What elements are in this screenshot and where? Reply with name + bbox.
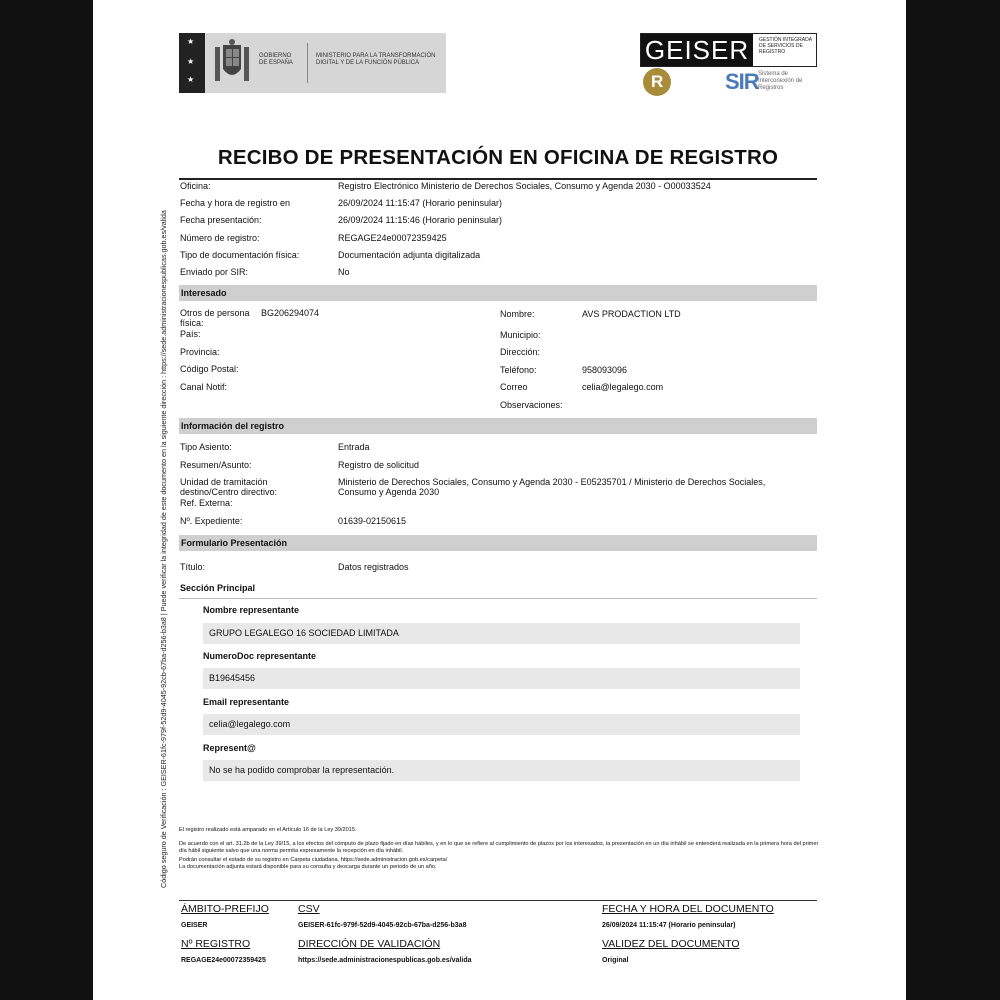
tipo-documentacion-label: Tipo de documentación física: bbox=[180, 250, 300, 260]
legal-line-3: Podrán consultar el estado de su registro en Carpeta ciudadana. https://sede.administracion.gob.es/carpeta/ bbox=[179, 857, 448, 863]
tipo-asiento-label: Tipo Asiento: bbox=[180, 442, 232, 452]
fecha-presentacion-value: 26/09/2024 11:15:46 (Horario peninsular) bbox=[338, 215, 502, 225]
field-label: Represent@ bbox=[203, 743, 256, 753]
expediente-label: Nº. Expediente: bbox=[180, 516, 243, 526]
codigo-postal-label: Código Postal: bbox=[180, 364, 239, 374]
tipo-asiento-value: Entrada bbox=[338, 442, 370, 452]
geiser-wordmark: GEISER bbox=[641, 34, 753, 66]
star-icon: ★ bbox=[187, 37, 195, 46]
municipio-label: Municipio: bbox=[500, 330, 541, 340]
observaciones-label: Observaciones: bbox=[500, 400, 563, 410]
right-margin-bar bbox=[906, 0, 1000, 1000]
enviado-sir-label: Enviado por SIR: bbox=[180, 267, 249, 277]
fecha-documento-label: FECHA Y HORA DEL DOCUMENTO bbox=[602, 903, 774, 915]
section-informacion-registro: Información del registro bbox=[179, 418, 817, 434]
correo-value: celia@legalego.com bbox=[582, 382, 664, 392]
legal-line-2: De acuerdo con el art. 31.2b de la Ley 39/15, a los efectos del cómputo de plazo fijado en días hábiles, y en lo que se refiere al cumplimiento de plazos por los interesados, la presentación en un día inhábil se entenderá realizada en la primera hora del primer día hábil siguiente salvo que una norma permita expresamente la recepción en día inhábil. bbox=[179, 841, 819, 854]
geiser-emblem-icon: R bbox=[643, 68, 671, 96]
nombre-value: AVS PRODACTION LTD bbox=[582, 309, 681, 319]
star-icon: ★ bbox=[187, 75, 195, 84]
canal-notif-label: Canal Notif: bbox=[180, 382, 228, 392]
csv-label: CSV bbox=[298, 903, 320, 915]
geiser-subtitle: GESTIÓN INTEGRADA DE SERVICIOS DE REGISTRO bbox=[759, 37, 812, 55]
eu-flag-strip bbox=[179, 33, 205, 93]
numero-registro-label: Número de registro: bbox=[180, 233, 260, 243]
titulo-label: Título: bbox=[180, 562, 206, 572]
field-value-box: GRUPO LEGALEGO 16 SOCIEDAD LIMITADA bbox=[203, 623, 800, 644]
sir-subtitle: Sistema de Interconexión de Registros bbox=[758, 71, 803, 91]
oficina-value: Registro Electrónico Ministerio de Derechos Sociales, Consumo y Agenda 2030 - O00033524 bbox=[338, 181, 711, 191]
gov-org-name: GOBIERNO DE ESPAÑA bbox=[259, 53, 293, 66]
sir-logo: SIR bbox=[725, 69, 759, 94]
ambito-label: ÁMBITO-PREFIJO bbox=[181, 903, 269, 915]
seccion-principal-heading: Sección Principal bbox=[180, 583, 256, 593]
fecha-presentacion-label: Fecha presentación: bbox=[180, 215, 262, 225]
csv-value: GEISER-61fc-979f-52d9-4045-92cb-67ba-d256-b3a8 bbox=[298, 922, 467, 929]
legal-line-4: La documentación adjunta estará disponible para su consulta y descarga durante un periodo de un año. bbox=[179, 864, 437, 870]
field-label: Nombre representante bbox=[203, 605, 300, 615]
page-title: RECIBO DE PRESENTACIÓN EN OFICINA DE REGISTRO bbox=[217, 146, 779, 169]
direccion-validacion-label: DIRECCIÓN DE VALIDACIÓN bbox=[298, 938, 441, 950]
provincia-label: Provincia: bbox=[180, 347, 220, 357]
tipo-documentacion-value: Documentación adjunta digitalizada bbox=[338, 250, 481, 260]
footer-rule bbox=[179, 900, 817, 901]
oficina-label: Oficina: bbox=[180, 181, 211, 191]
otros-persona-value: BG206294074 bbox=[261, 308, 320, 318]
field-value-box: B19645456 bbox=[203, 668, 800, 689]
direccion-label: Dirección: bbox=[500, 347, 541, 357]
enviado-sir-value: No bbox=[338, 267, 350, 277]
expediente-value: 01639-02150615 bbox=[338, 516, 407, 526]
pais-label: País: bbox=[180, 329, 201, 339]
field-label: NumeroDoc representante bbox=[203, 651, 317, 661]
nregistro-label: Nº REGISTRO bbox=[181, 938, 251, 950]
government-logo bbox=[179, 33, 446, 93]
nregistro-value: REGAGE24e00072359425 bbox=[181, 957, 266, 964]
fecha-documento-value: 26/09/2024 11:15:47 (Horario peninsular) bbox=[602, 922, 736, 929]
telefono-value: 958093096 bbox=[582, 365, 628, 375]
unidad-label: Unidad de tramitación destino/Centro directivo: bbox=[180, 477, 278, 497]
coat-of-arms-icon bbox=[211, 39, 253, 87]
ambito-value: GEISER bbox=[181, 922, 208, 929]
geiser-logo bbox=[640, 33, 817, 67]
legal-line-1: El registro realizado está amparado en el Artículo 16 de la Ley 39/2015. bbox=[179, 827, 357, 833]
section-formulario: Formulario Presentación bbox=[179, 535, 817, 551]
correo-label: Correo bbox=[500, 382, 528, 392]
title-rule bbox=[179, 178, 817, 180]
otros-persona-label: Otros de persona física: bbox=[180, 308, 250, 328]
field-value-box: celia@legalego.com bbox=[203, 714, 800, 735]
star-icon: ★ bbox=[187, 57, 195, 66]
resumen-value: Registro de solicitud bbox=[338, 460, 420, 470]
validez-value: Original bbox=[602, 957, 629, 964]
validez-label: VALIDEZ DEL DOCUMENTO bbox=[602, 938, 740, 950]
ref-externa-label: Ref. Externa: bbox=[180, 498, 233, 508]
telefono-label: Teléfono: bbox=[500, 365, 537, 375]
unidad-value: Ministerio de Derechos Sociales, Consumo y Agenda 2030 - E05235701 / Ministerio de Derechos Sociales, Consumo y Agenda 2030 bbox=[338, 477, 766, 497]
logo-divider bbox=[307, 43, 308, 83]
field-label: Email representante bbox=[203, 697, 290, 707]
section-interesado: Interesado bbox=[179, 285, 817, 301]
field-value-box: No se ha podido comprobar la representación. bbox=[203, 760, 800, 781]
resumen-label: Resumen/Asunto: bbox=[180, 460, 252, 470]
fecha-registro-label: Fecha y hora de registro en bbox=[180, 198, 291, 208]
numero-registro-value: REGAGE24e00072359425 bbox=[338, 233, 447, 243]
seccion-rule bbox=[179, 598, 817, 599]
direccion-validacion-value[interactable]: https://sede.administracionespublicas.gob.es/valida bbox=[298, 957, 472, 964]
nombre-label: Nombre: bbox=[500, 309, 535, 319]
titulo-value: Datos registrados bbox=[338, 562, 409, 572]
ministry-name: MINISTERIO PARA LA TRANSFORMACIÓN DIGITAL Y DE LA FUNCIÓN PÚBLICA bbox=[316, 53, 436, 66]
left-margin-bar bbox=[0, 0, 93, 1000]
fecha-registro-value: 26/09/2024 11:15:47 (Horario peninsular) bbox=[338, 198, 502, 208]
verification-sidebar-text: Código seguro de Verificación : GEISER-61fc-979f-52d9-4045-92cb-67ba-d256-b3a8 | Puede verificar la integridad de este documento en la siguiente dirección : https://sede.administracionespublicas.gob.es/valida bbox=[159, 210, 168, 888]
